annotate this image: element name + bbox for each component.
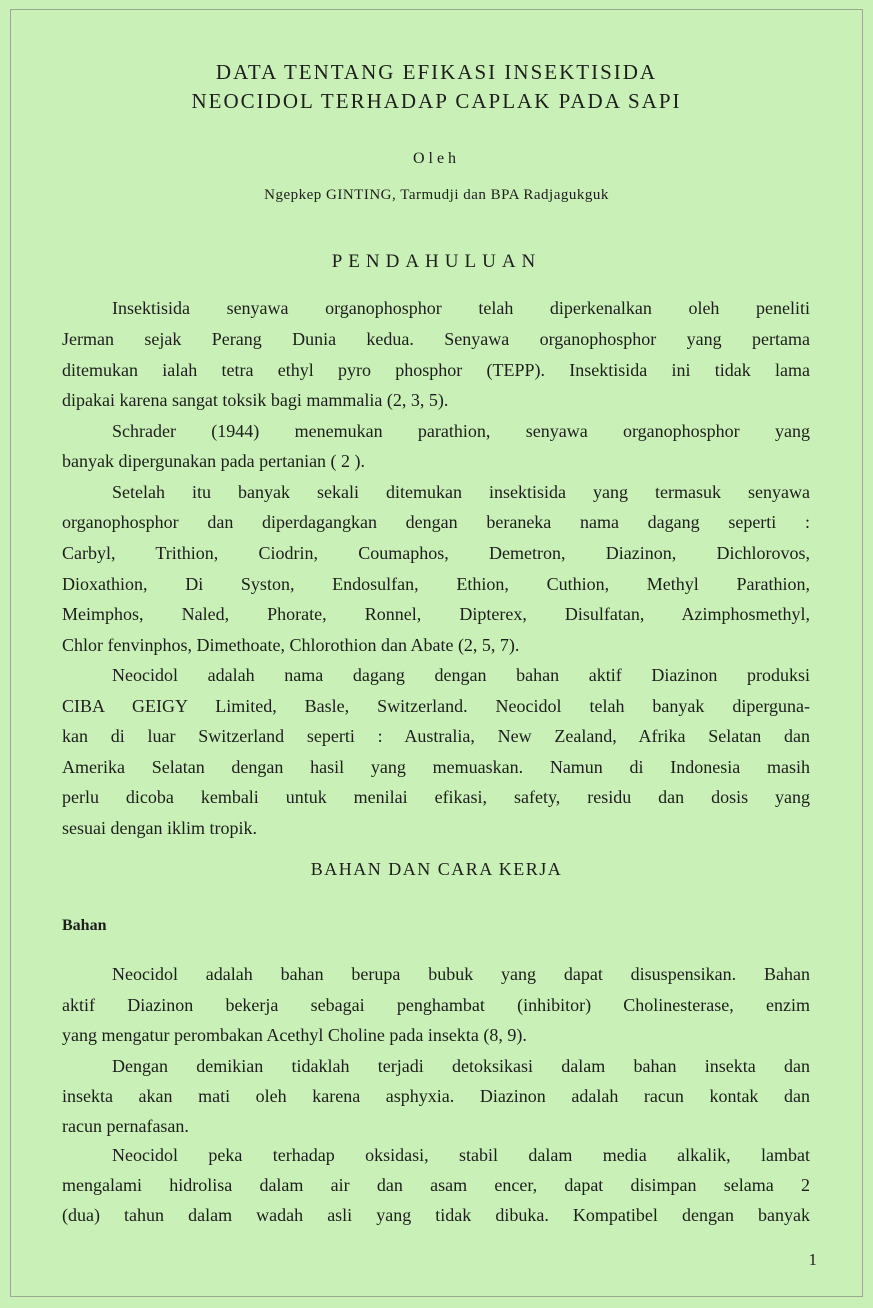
paper-title: [11, 58, 862, 116]
paragraph-line: mengalami hidrolisa dalam air dan asam encer, dapat disimpan selama 2: [62, 1175, 810, 1195]
paragraph-line: Jerman sejak Perang Dunia kedua. Senyawa organophosphor yang pertama: [62, 329, 810, 349]
paragraph-line: Neocidol peka terhadap oksidasi, stabil dalam media alkalik, lambat: [112, 1145, 810, 1165]
paragraph-line: Dengan demikian tidaklah terjadi detoksikasi dalam bahan insekta dan: [112, 1056, 810, 1076]
paragraph-line: Chlor fenvinphos, Dimethoate, Chlorothion dan Abate (2, 5, 7).: [62, 635, 520, 655]
paragraph-line: (dua) tahun dalam wadah asli yang tidak dibuka. Kompatibel dengan banyak: [62, 1205, 810, 1225]
paragraph-line: Schrader (1944) menemukan parathion, senyawa organophosphor yang: [112, 421, 810, 441]
title-line-1: DATA TENTANG EFIKASI INSEKTISIDA: [215, 60, 658, 84]
paragraph-line: Insektisida senyawa organophosphor telah diperkenalkan oleh peneliti: [112, 298, 810, 318]
paragraph-line: perlu dicoba kembali untuk menilai efikasi, safety, residu dan dosis yang: [62, 787, 810, 807]
paragraph-line: ditemukan ialah tetra ethyl pyro phosphor (TEPP). Insektisida ini tidak lama: [62, 360, 810, 380]
subsection-heading: Bahan: [62, 917, 107, 934]
paragraph-line: aktif Diazinon bekerja sebagai penghambat (inhibitor) Cholinesterase, enzim: [62, 995, 810, 1015]
paragraph-line: banyak dipergunakan pada pertanian ( 2 ).: [62, 451, 366, 471]
paragraph-line: Amerika Selatan dengan hasil yang memuaskan. Namun di Indonesia masih: [62, 757, 810, 777]
document-page: [10, 9, 863, 1297]
paragraph-line: Carbyl, Trithion, Ciodrin, Coumaphos, Demetron, Diazinon, Dichlorovos,: [62, 543, 810, 563]
authors: Ngepkep GINTING, Tarmudji dan BPA Radjagukguk: [264, 187, 609, 203]
paragraph-line: kan di luar Switzerland seperti : Australia, New Zealand, Afrika Selatan dan: [62, 726, 810, 746]
paragraph-line: dipakai karena sangat toksik bagi mammalia (2, 3, 5).: [62, 390, 449, 410]
title-line-2: NEOCIDOL TERHADAP CAPLAK PADA SAPI: [191, 89, 682, 113]
paragraph-line: Neocidol adalah nama dagang dengan bahan aktif Diazinon produksi: [112, 665, 810, 685]
paragraph-line: insekta akan mati oleh karena asphyxia. Diazinon adalah racun kontak dan: [62, 1086, 810, 1106]
paragraph-line: racun pernafasan.: [62, 1116, 189, 1136]
paragraph-line: Dioxathion, Di Syston, Endosulfan, Ethion, Cuthion, Methyl Parathion,: [62, 574, 810, 594]
paragraph-line: organophosphor dan diperdagangkan dengan beraneka nama dagang seperti :: [62, 512, 810, 532]
paragraph-line: Neocidol adalah bahan berupa bubuk yang dapat disuspensikan. Bahan: [112, 964, 810, 984]
paragraph-line: CIBA GEIGY Limited, Basle, Switzerland. Neocidol telah banyak diperguna-: [62, 696, 810, 716]
paragraph-line: Setelah itu banyak sekali ditemukan insektisida yang termasuk senyawa: [112, 482, 810, 502]
page-number: 1: [808, 1250, 817, 1269]
paragraph-line: Meimphos, Naled, Phorate, Ronnel, Dipterex, Disulfatan, Azimphosmethyl,: [62, 604, 810, 624]
paragraph-line: sesuai dengan iklim tropik.: [62, 818, 257, 838]
section-heading-methods: BAHAN DAN CARA KERJA: [310, 859, 563, 879]
section-heading-intro: PENDAHULUAN: [331, 251, 542, 272]
byline-label: Oleh: [412, 150, 461, 167]
paragraph-line: yang mengatur perombakan Acethyl Choline pada insekta (8, 9).: [62, 1025, 527, 1045]
